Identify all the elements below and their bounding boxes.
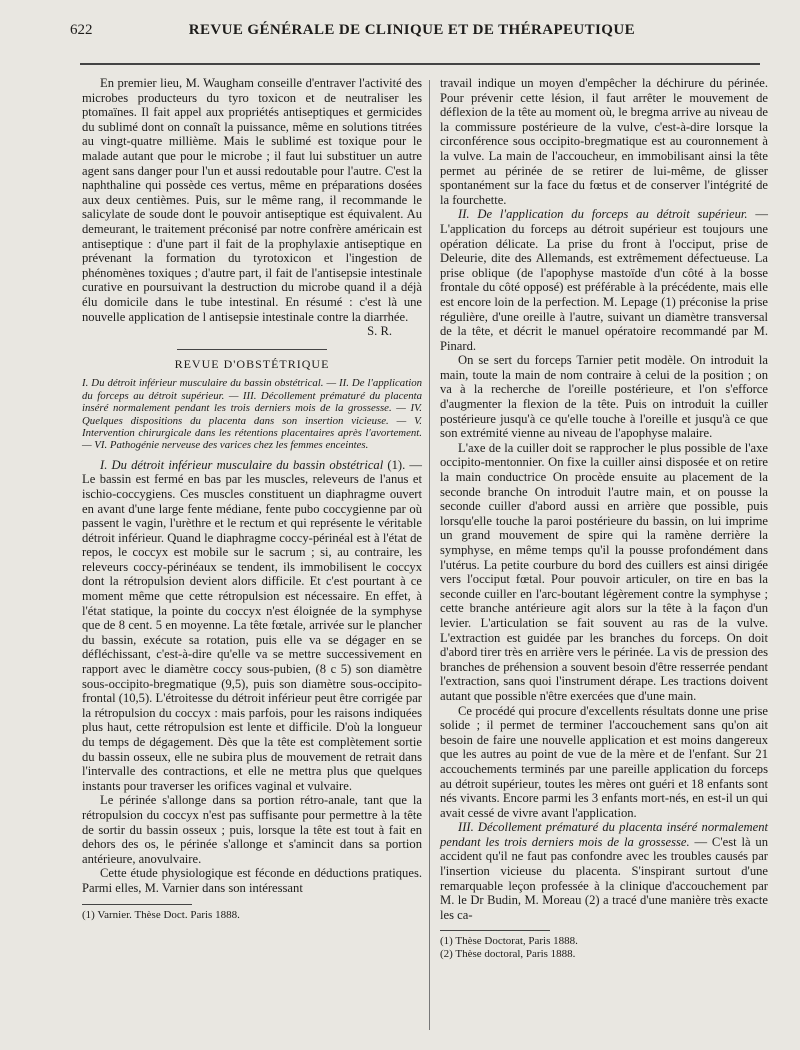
signature: S. R. xyxy=(367,324,392,339)
footnote: (1) Varnier. Thèse Doct. Paris 1888. xyxy=(82,908,240,921)
right-column xyxy=(440,76,768,961)
left-column xyxy=(82,76,422,922)
section-rule xyxy=(177,349,327,350)
paragraph xyxy=(440,820,768,922)
paragraph xyxy=(82,458,422,794)
footnote-rule xyxy=(440,930,550,931)
subsection-title: III. Décollement prématuré du placenta inséré normalement pendant les trois derniers mois de la grossesse. xyxy=(440,820,768,849)
subsection-text: — C'est là un accident qu'il ne faut pas confondre avec les troubles causés par l'insertion vicieuse du placenta. S'inspirant surtout d'une remarquable leçon professée à la clinique d'accouchement par M. le Dr Budin, M. Moreau (2) a tracé d'une manière très exacte les ca- xyxy=(440,834,768,922)
paragraph: On se sert du forceps Tarnier petit modèle. On introduit la main, toute la main de nom contraire à celui de la position ; on va à la recherche de l'oreille postérieure, et l'on s'efforce d'augmenter la flexion de la tête. Puis on introduit la cuiller postérieure jusqu'à ce qu'elle touche à l'oreille et jusqu'à ce que son extrémité vienne au niveau de l'apophyse malaire. xyxy=(440,353,768,441)
paragraph: Ce procédé qui procure d'excellents résultats donne une prise solide ; il permet de terminer l'accouchement sans qu'on ait besoin de faire une nouvelle application et est moins dangereux que les autres au point de vue de la mère et de l'enfant. Sur 21 accouchements terminés par une pareille application du forceps au détroit supérieur, toutes les mères ont guéri et 18 enfants sont nés vivants. Encore parmi les 3 enfants mort-nés, en est-il un qui avait cessé de vivre avant l'application. xyxy=(440,703,768,820)
section-heading xyxy=(82,349,422,372)
paragraph: Le périnée s'allonge dans sa portion rétro-anale, tant que la rétropulsion du coccyx n'est pas suffisante pour permettre à la tête de sortir du bassin osseux ; puis, lorsque la tête est tout à fait en dehors des os, le périnée s'allonge et s'amincit dans sa portion antérieure, anovulvaire. xyxy=(82,793,422,866)
paragraph: En premier lieu, M. Waugham conseille d'entraver l'activité des microbes producteurs du tyro toxicon et de neutraliser les ptomaïnes. Il fait appel aux propriétés antiseptiques et germicides du sublimé dont on connaît la puissance, même en solutions titrées au vingt-quatre millième. Mais le sublimé est toxique pour le malade autant que pour le microbe ; il faut lui substituer un autre agent sans danger pour l'un et aussi redoutable pour l'autre. C'est la naphthaline qui possède ces vertus, même en préparations dosées aux deux centièmes. Puis, sur le même rang, il recommande le salicylate de soude dont le pouvoir antiseptique est équivalent. Au demeurant, le traitement préconisé par notre confrère américain est antiseptique : d'une part il fait de la prophylaxie antiseptique en prévenant la formation du tyrotoxicon et l'ingestion de phénomènes toxiques ; d'autre part, il fait de l'antisepsie intestinale curative en poursuivant la destruction du microbe quand il a déjà élu domicile dans le tube intestinal. En résumé : c'est là une nouvelle application de l antisepsie intestinale contre la diarrhée. xyxy=(82,76,422,324)
section-title: REVUE D'OBSTÉTRIQUE xyxy=(174,356,330,371)
footnote-rule xyxy=(82,904,192,905)
signature-line xyxy=(82,324,422,339)
subsection-title: I. Du détroit inférieur musculaire du bassin obstétrical xyxy=(100,457,384,472)
header-rule xyxy=(80,63,760,65)
paragraph: Cette étude physiologique est féconde en déductions pratiques. Parmi elles, M. Varnier dans son intéressant xyxy=(82,866,422,895)
column-divider xyxy=(429,80,430,1030)
page-header xyxy=(70,22,760,39)
paragraph: L'axe de la cuiller doit se rapprocher le plus possible de l'axe occipito-mentonnier. On fixe la cuiller ainsi disposée et on retire la main conductrice On procède ensuite au placement de la seconde branche On introduit l'autre main, et on pousse la seconde cuiller d'abord aussi en arrière que possible, puis lorsqu'elle touche la paroi postérieure du bassin, on lui imprime un grand mouvement de spire qui la ramène derrière la symphyse, en même temps qu'il la pousse profondément dans l'utérus. La petite courbure du bord des cuillers est ainsi dirigée vers l'occiput fœtal. Pour pouvoir articuler, on tire en bas la seconde cuiller en l'arc-boutant légèrement contre la symphyse ; cette branche antérieure agit alors sur la tête à la façon d'un levier. L'articulation se fait souvent au ras de la vulve. L'extraction est guidée par les branches du forceps. On doit d'abord tirer très en arrière vers le périnée. La vis de pression des branches de préhension a souvent besoin d'être resserrée pendant l'extraction, sans quoi l'instrument dérape. Les tractions doivent autant que possible n'être exercées que d'une main. xyxy=(440,440,768,703)
footnote: (2) Thèse doctoral, Paris 1888. xyxy=(440,948,576,961)
journal-title: REVUE GÉNÉRALE DE CLINIQUE ET DE THÉRAPEUTIQUE xyxy=(188,22,635,38)
page-number: 622 xyxy=(70,22,93,38)
section-summary xyxy=(82,377,422,451)
paragraph: travail indique un moyen d'empêcher la déchirure du périnée. Pour prévenir cette lésion, il faut arrêter le mouvement de déflexion de la tête au moment où, le bregma arrive au niveau de la commissure postérieure de la vulve, c'est-à-dire lorsque la circonférence sous occipito-bregmatique est au couronnement à la vulve. La main de l'accoucheur, en immobilisant ainsi la tête permet au périnée de se retirer de lui-même, de glisser spontanément sur la face du fœtus et de conserver l'intégrité de la fourchette. xyxy=(440,76,768,207)
subsection-text: — L'application du forceps au détroit supérieur est toujours une opération délicate. La prise du front à l'occiput, prise de Deleurie, dite des Allemands, est extrêmement défectueuse. La prise oblique (de l'apophyse mastoïde d'un côté à la bosse frontale du côté opposé) est préférable à la précédente, mais elle est encore loin de la perfection. M. Lepage (1) préconise la prise régulière, d'une oreille à l'autre, suivant un diamètre transversal de la tête, et décrit le manuel opératoire recommandé par M. Pinard. xyxy=(440,207,768,353)
subsection-text: (1). — Le bassin est fermé en bas par les muscles, releveurs de l'anus et ischio-coccygiens. Ces muscles constituent un diaphragme ouvert en avant d'une large fente médiane, fente pubo coccygienne par où passent le vagin, l'urèthre et le rectum et qui représente le véritable détroit inférieur. Quand le diaphragme coccy-périnéal est à l'état de repos, le coccyx est mobile sur le sacrum ; si, au contraire, les releveurs coccy-périnéaux se tendent, ils immobilisent le coccyx dont la rétropulsion devient alors difficile. Et c'est pourtant à ce moment même que cette rétropulsion est nécessaire. En effet, à l'état statique, la pointe du coccyx n'est éloignée de la symphyse que de 8 cent. 5 en moyenne. La tête fœtale, arrivée sur le plancher du bassin, exécute sa rotation, puis elle va se dégager en se défléchissant, c'est-à-dire qu'elle va se mettre successivement en rapport avec le diamètre coccy sous-pubien, (8 c 5) son diamètre sous-occipito-bregmatique (9,5), puis son diamètre sous-occipito-frontal (10,5). L'étroitesse du détroit inférieur peut être corrigée par la rétropulsion du coccyx : mais parfois, pour les raisons indiquées plus haut, cette rétropulsion est lente et difficile. D'où la longueur du temps de dégagement. Dès que la tête est complètement sortie du bassin osseux, elle ne subira plus de mouvement de retrait dans l'intervalle des contractions, et elle ne mettra plus que quelques instants pour traverser les orifices vaginal et vulvaire. xyxy=(82,457,422,793)
subsection-title: II. De l'application du forceps au détroit supérieur. xyxy=(458,207,748,222)
footnote: (1) Thèse Doctorat, Paris 1888. xyxy=(440,935,578,948)
summary-text: I. Du détroit inférieur musculaire du bassin obstétrical. — II. De l'application du forceps au détroit supérieur. — III. Décollement prématuré du placenta inséré normalement pendant les trois derniers mois de la grossesse. — IV. Quelques dispositions du placenta dans son insertion vicieuse. — V. Intervention chirurgicale dans les rétentions placentaires après l'avortement. — VI. Pathogénie nerveuse des varices chez les femmes enceintes. xyxy=(82,377,422,452)
paragraph xyxy=(440,207,768,353)
